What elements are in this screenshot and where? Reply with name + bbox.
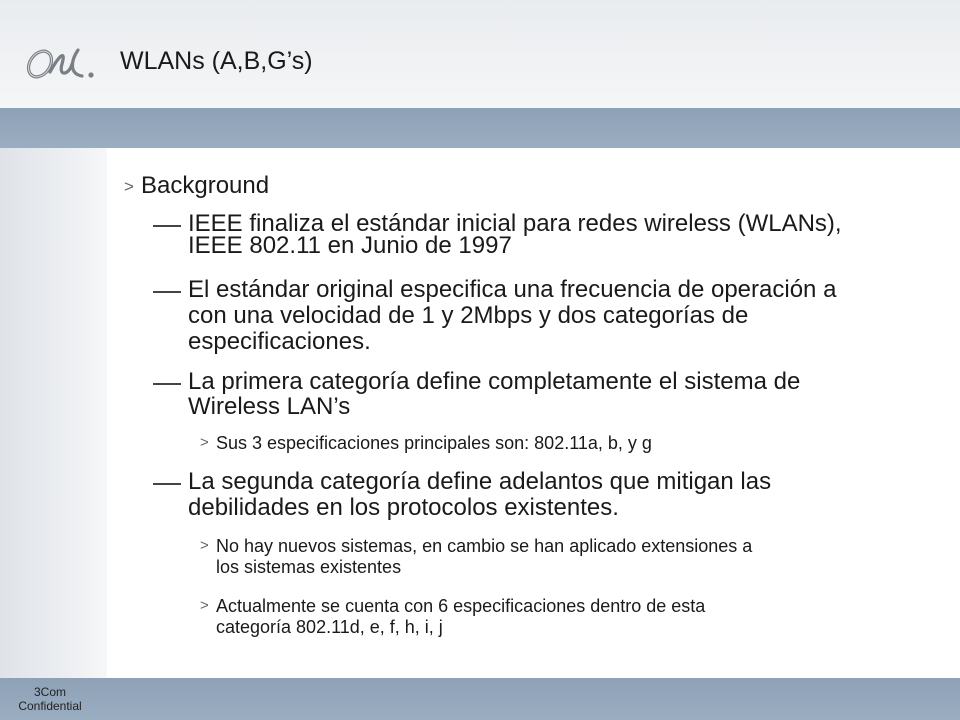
dash-item-4-line-2: debilidades en los protocolos existentes. [188,494,619,521]
sub-item-3-line-1: Actualmente se cuenta con 6 especificaciones dentro de esta [216,596,706,616]
bullet-marker: > [200,537,209,554]
dash-item-2-line-2: con una velocidad de 1 y 2Mbps y dos categorías de [188,302,749,329]
bullet-marker: > [200,597,209,614]
dash-item-3-line-2: Wireless LAN’s [188,393,351,420]
bullet-marker: > [200,434,209,451]
bullet-marker: > [124,177,134,196]
dash-item-4-line-1: La segunda categoría define adelantos que mitigan las [188,468,772,495]
dash-item-2-line-1: El estándar original especifica una frecuencia de operación a [188,276,837,303]
footer-confidential: Confidential [18,699,82,713]
dash-marker [153,483,181,485]
footer-label [10,685,90,713]
slide-title: WLANs (A,B,G’s) [120,47,313,75]
dash-marker [153,383,181,385]
dash-item-2-line-3: especificaciones. [188,328,371,355]
dash-item-1-line-2: IEEE 802.11 en Junio de 1997 [188,232,512,259]
dash-marker [153,225,181,227]
footer-company: 3Com [33,685,66,699]
sub-item-2-line-1: No hay nuevos sistemas, en cambio se han aplicado extensiones a [216,536,753,556]
bullet-background: Background [141,172,270,199]
dash-item-3-line-1: La primera categoría define completamente el sistema de [188,368,801,395]
sub-item-1: Sus 3 especificaciones principales son: 802.11a, b, y g [216,433,652,453]
dash-marker [153,291,181,293]
dash-item-1-line-1: IEEE finaliza el estándar inicial para redes wireless (WLANs), [188,210,842,237]
sub-item-3-line-2: categoría 802.11d, e, f, h, i, j [216,617,443,637]
sub-item-2-line-2: los sistemas existentes [216,557,402,577]
